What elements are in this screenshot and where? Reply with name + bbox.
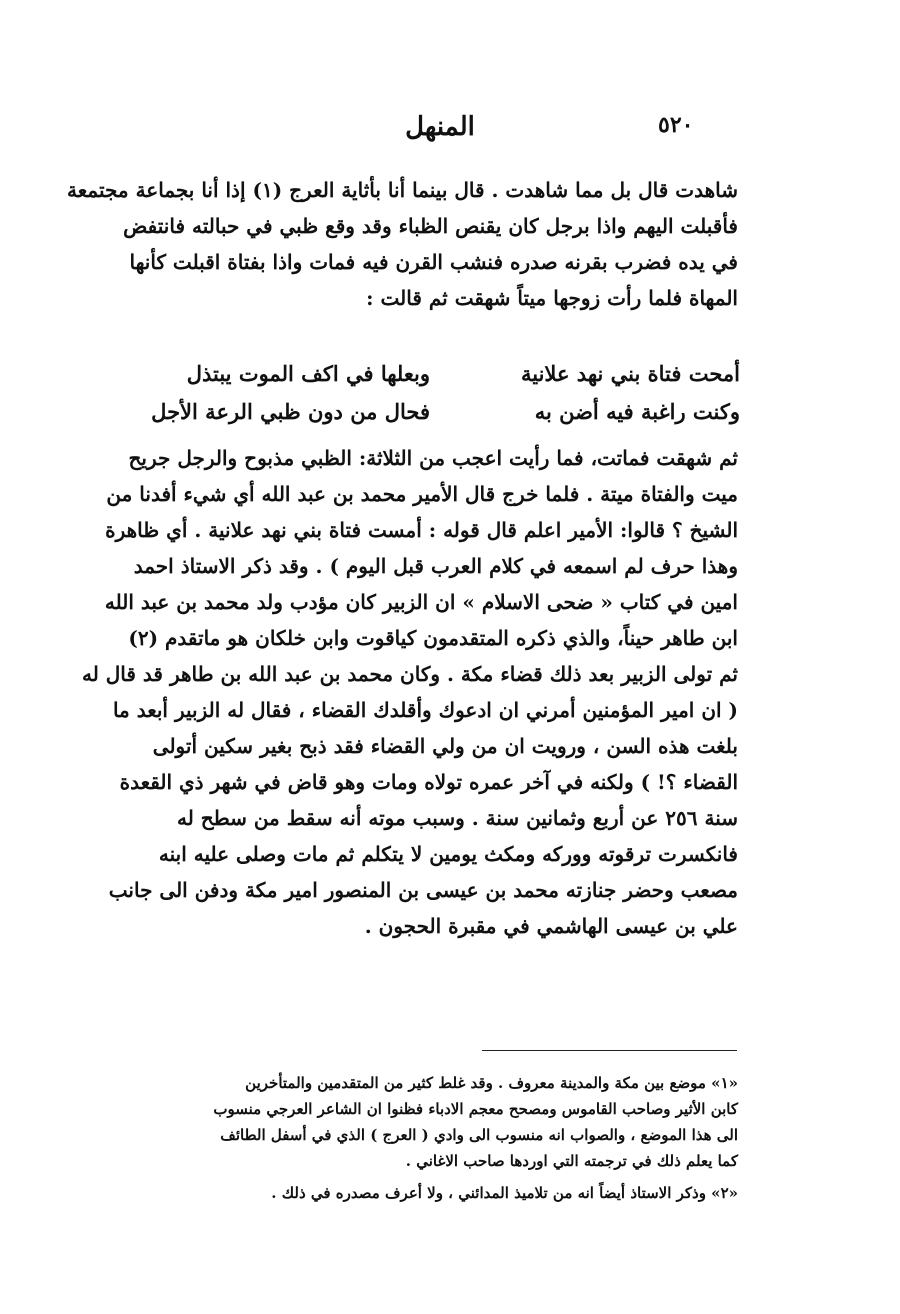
footnote-line: الى هذا الموضع ، والصواب انه منسوب الى وادي ( العرج ) الذي في أسفل الطائف (220, 1126, 738, 1144)
body-line: امين في كتاب « ضحى الاسلام » ان الزبير كان مؤدب ولد محمد بن عبد الله (104, 590, 738, 614)
body-line: سنة ٢٥٦ عن أربع وثمانين سنة . وسبب موته أنه سقط من سطح له (177, 806, 738, 830)
footnote-divider (482, 1050, 737, 1051)
body-line: في يده فضرب بقرنه صدره فنشب القرن فيه فمات واذا بفتاة اقبلت كأنها (129, 250, 738, 274)
verse-first-hemistich: وكنت راغبة فيه أضن به (534, 399, 740, 424)
body-line: ميت والفتاة ميتة . فلما خرج قال الأمير محمد بن عبد الله أي شيء أفدنا من (106, 482, 738, 506)
footnote-line: كما يعلم ذلك في ترجمته التي اوردها صاحب الاغاني . (405, 1152, 738, 1170)
body-line: شاهدت قال بل مما شاهدت . قال بينما أنا بأثاية العرج (١) إذا أنا بجماعة مجتمعة (67, 178, 738, 202)
poem (151, 355, 740, 431)
body-line: المهاة فلما رأت زوجها ميتاً شهقت ثم قالت : (366, 286, 738, 310)
body-line: ( ان امير المؤمنين أمرني ان ادعوك وأقلدك القضاء ، فقال له الزبير أبعد ما (112, 698, 738, 722)
body-line: مصعب وحضر جنازته محمد بن عيسى بن المنصور امير مكة ودفن الى جانب (108, 878, 738, 902)
footnotes (160, 1070, 738, 1206)
body-line: ثم تولى الزبير بعد ذلك قضاء مكة . وكان محمد بن عبد الله بن طاهر قد قال له (82, 662, 738, 686)
body-line: فانكسرت ترقوته ووركه ومكث يومين لا يتكلم ثم مات وصلى عليه ابنه (158, 842, 738, 866)
body-line: الشيخ ؟ قالوا: الأمير اعلم قال قوله : أمست فتاة بني نهد علانية . أي ظاهرة (105, 518, 738, 542)
body-line: وهذا حرف لم اسمعه في كلام العرب قبل اليوم ) . وقد ذكر الاستاذ احمد (133, 554, 738, 578)
footnote-line: «١» موضع بين مكة والمدينة معروف . وقد غلط كثير من المتقدمين والمتأخرين (245, 1074, 738, 1092)
page-header (0, 112, 900, 152)
body-line: ابن طاهر حيناً، والذي ذكره المتقدمون كياقوت وابن خلكان هو ماتقدم (٢) (128, 626, 738, 650)
body-line: القضاء ؟! ) ولكنه في آخر عمره تولاه ومات وهو قاض في شهر ذي القعدة (119, 770, 738, 794)
footnote-line: «٢» وذكر الاستاذ أيضاً انه من تلاميذ المدائني ، ولا أعرف مصدره في ذلك . (271, 1184, 738, 1202)
body-text-top (67, 172, 738, 316)
running-title: المنهل (405, 112, 475, 142)
body-line: بلغت هذه السن ، ورويت ان من ولي القضاء فقد ذبح بغير سكين أتولى (152, 734, 738, 758)
footnote-line: كابن الأثير وصاحب القاموس ومصحح معجم الادباء فظنوا ان الشاعر العرجي منسوب (213, 1100, 738, 1118)
body-line: علي بن عيسى الهاشمي في مقبرة الحجون . (364, 914, 738, 938)
body-line: فأقبلت اليهم واذا برجل كان يقنص الظباء وقد وقع ظبي في حبالته فانتفض (123, 214, 738, 238)
body-text-bottom (82, 440, 738, 944)
poem-verse (151, 393, 740, 431)
poem-verse (160, 355, 740, 393)
verse-second-hemistich: وبعلها في اكف الموت يبتذل (186, 361, 430, 386)
verse-first-hemistich: أمحت فتاة بني نهد علانية (520, 361, 740, 386)
page-number: ٥٢٠ (658, 112, 694, 138)
verse-second-hemistich: فحال من دون ظبي الرعة الأجل (151, 399, 430, 424)
body-line: ثم شهقت فماتت، فما رأيت اعجب من الثلاثة: الظبي مذبوح والرجل جريح (128, 446, 738, 470)
